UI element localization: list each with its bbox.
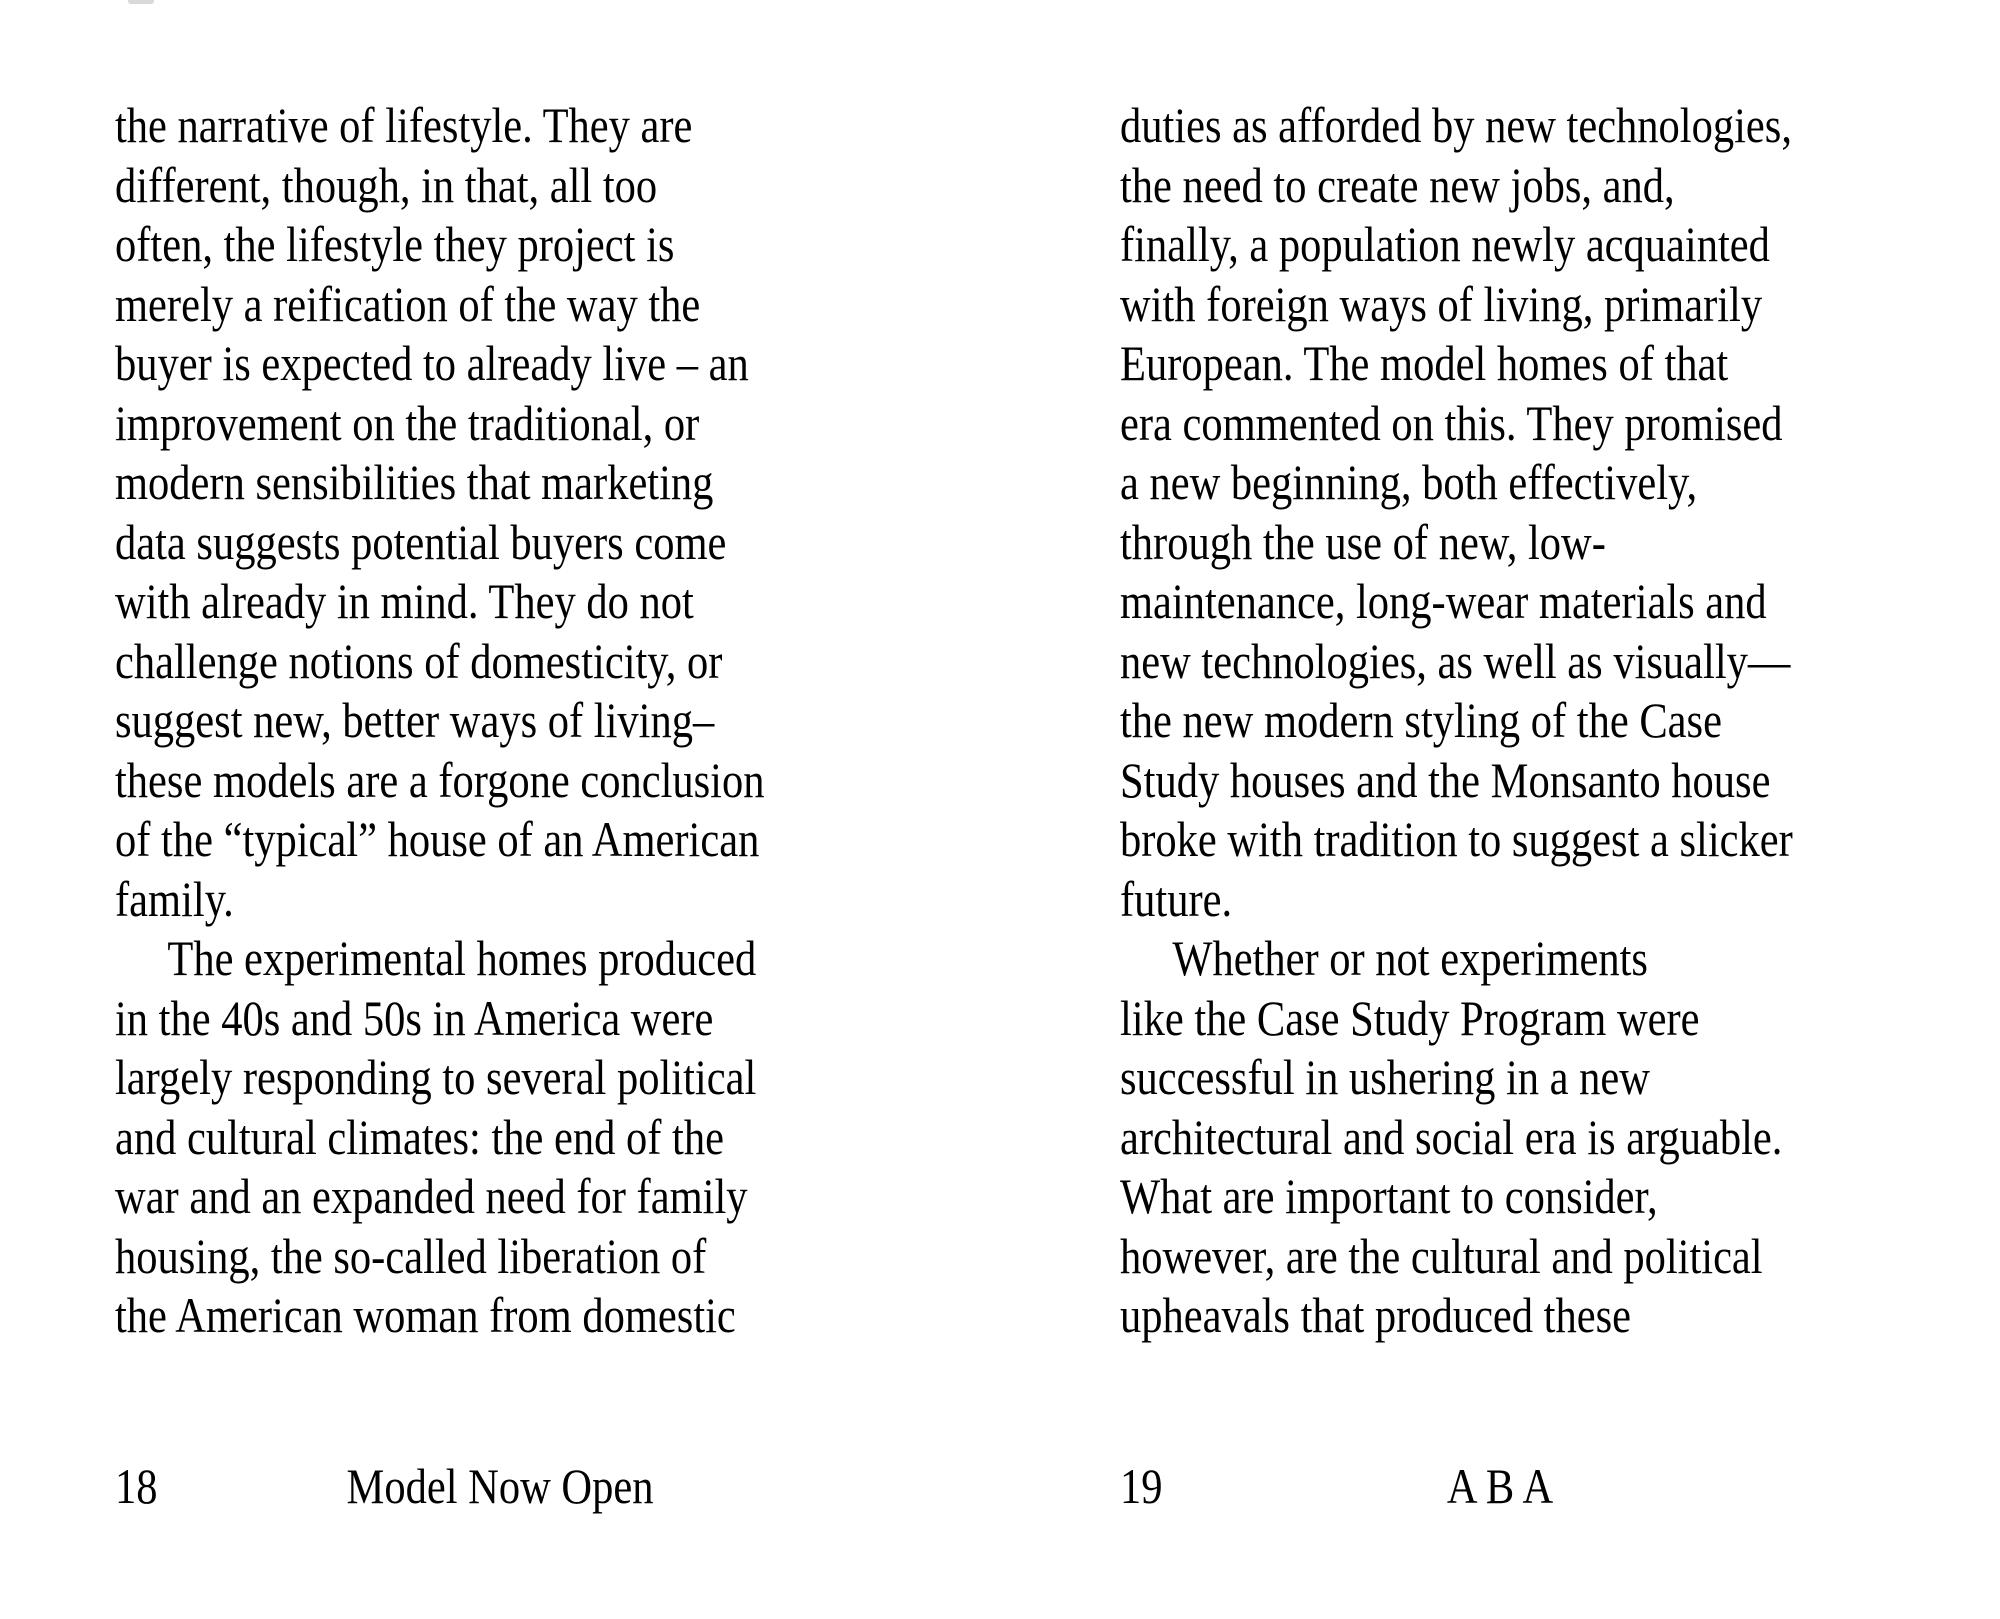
page-number-left: 18 xyxy=(115,1458,158,1514)
text-line: upheavals that produced these xyxy=(1120,1287,1631,1343)
page-right xyxy=(1000,0,2000,1619)
text-line: future. xyxy=(1120,870,1233,927)
text-line: The experimental homes produced xyxy=(115,930,757,986)
text-line: modern sensibilities that marketing xyxy=(115,454,714,510)
text-line: through the use of new, low- xyxy=(1120,513,1606,570)
text-line: housing, the so-called liberation of xyxy=(115,1227,707,1284)
text-line: merely a reification of the way the xyxy=(115,275,701,332)
text-line: a new beginning, both effectively, xyxy=(1120,454,1698,510)
running-title-left: Model Now Open xyxy=(346,1458,654,1514)
text-line: largely responding to several political xyxy=(115,1049,757,1105)
text-line: data suggests potential buyers come xyxy=(115,513,727,570)
text-line: the need to create new jobs, and, xyxy=(1120,156,1675,213)
page-right-text-column xyxy=(1120,96,1919,1346)
running-title-right: A B A xyxy=(1446,1458,1554,1514)
text-line: broke with tradition to suggest a slicker xyxy=(1120,811,1793,867)
text-line: buyer is expected to already live – an xyxy=(115,335,749,391)
text-line: however, are the cultural and political xyxy=(1120,1227,1763,1284)
text-line: the narrative of lifestyle. They are xyxy=(115,97,693,153)
text-line: with foreign ways of living, primarily xyxy=(1120,275,1763,332)
text-line: maintenance, long-wear materials and xyxy=(1120,573,1767,629)
text-line: often, the lifestyle they project is xyxy=(115,216,675,272)
text-line: duties as afforded by new technologies, xyxy=(1120,97,1792,153)
text-line: the American woman from domestic xyxy=(115,1287,736,1343)
text-line: What are important to consider, xyxy=(1120,1168,1658,1224)
page-left-footer xyxy=(0,1456,1000,1518)
text-line: successful in ushering in a new xyxy=(1120,1049,1650,1105)
text-line: challenge notions of domesticity, or xyxy=(115,632,723,689)
text-line: improvement on the traditional, or xyxy=(115,394,700,451)
text-line: family. xyxy=(115,870,234,927)
text-line: war and an expanded need for family xyxy=(115,1168,748,1224)
text-line: new technologies, as well as visually— xyxy=(1120,632,1791,689)
text-line: with already in mind. They do not xyxy=(115,573,694,629)
page-right-footer xyxy=(1000,1456,2000,1518)
page-left-text-column xyxy=(115,96,914,1346)
page-number-right: 19 xyxy=(1120,1458,1163,1514)
text-line: these models are a forgone conclusion xyxy=(115,751,765,808)
text-line: suggest new, better ways of living– xyxy=(115,692,715,748)
text-line: the new modern styling of the Case xyxy=(1120,692,1722,748)
text-line: finally, a population newly acquainted xyxy=(1120,216,1770,272)
text-line: in the 40s and 50s in America were xyxy=(115,989,714,1046)
text-line: and cultural climates: the end of the xyxy=(115,1108,724,1165)
text-line: Whether or not experiments xyxy=(1120,930,1648,986)
text-line: Study houses and the Monsanto house xyxy=(1120,751,1771,808)
text-line: architectural and social era is arguable. xyxy=(1120,1108,1783,1165)
text-line: era commented on this. They promised xyxy=(1120,394,1783,451)
text-line: like the Case Study Program were xyxy=(1120,989,1700,1046)
text-line: different, though, in that, all too xyxy=(115,156,658,213)
text-line: European. The model homes of that xyxy=(1120,335,1729,391)
text-line: of the “typical” house of an American xyxy=(115,811,760,867)
